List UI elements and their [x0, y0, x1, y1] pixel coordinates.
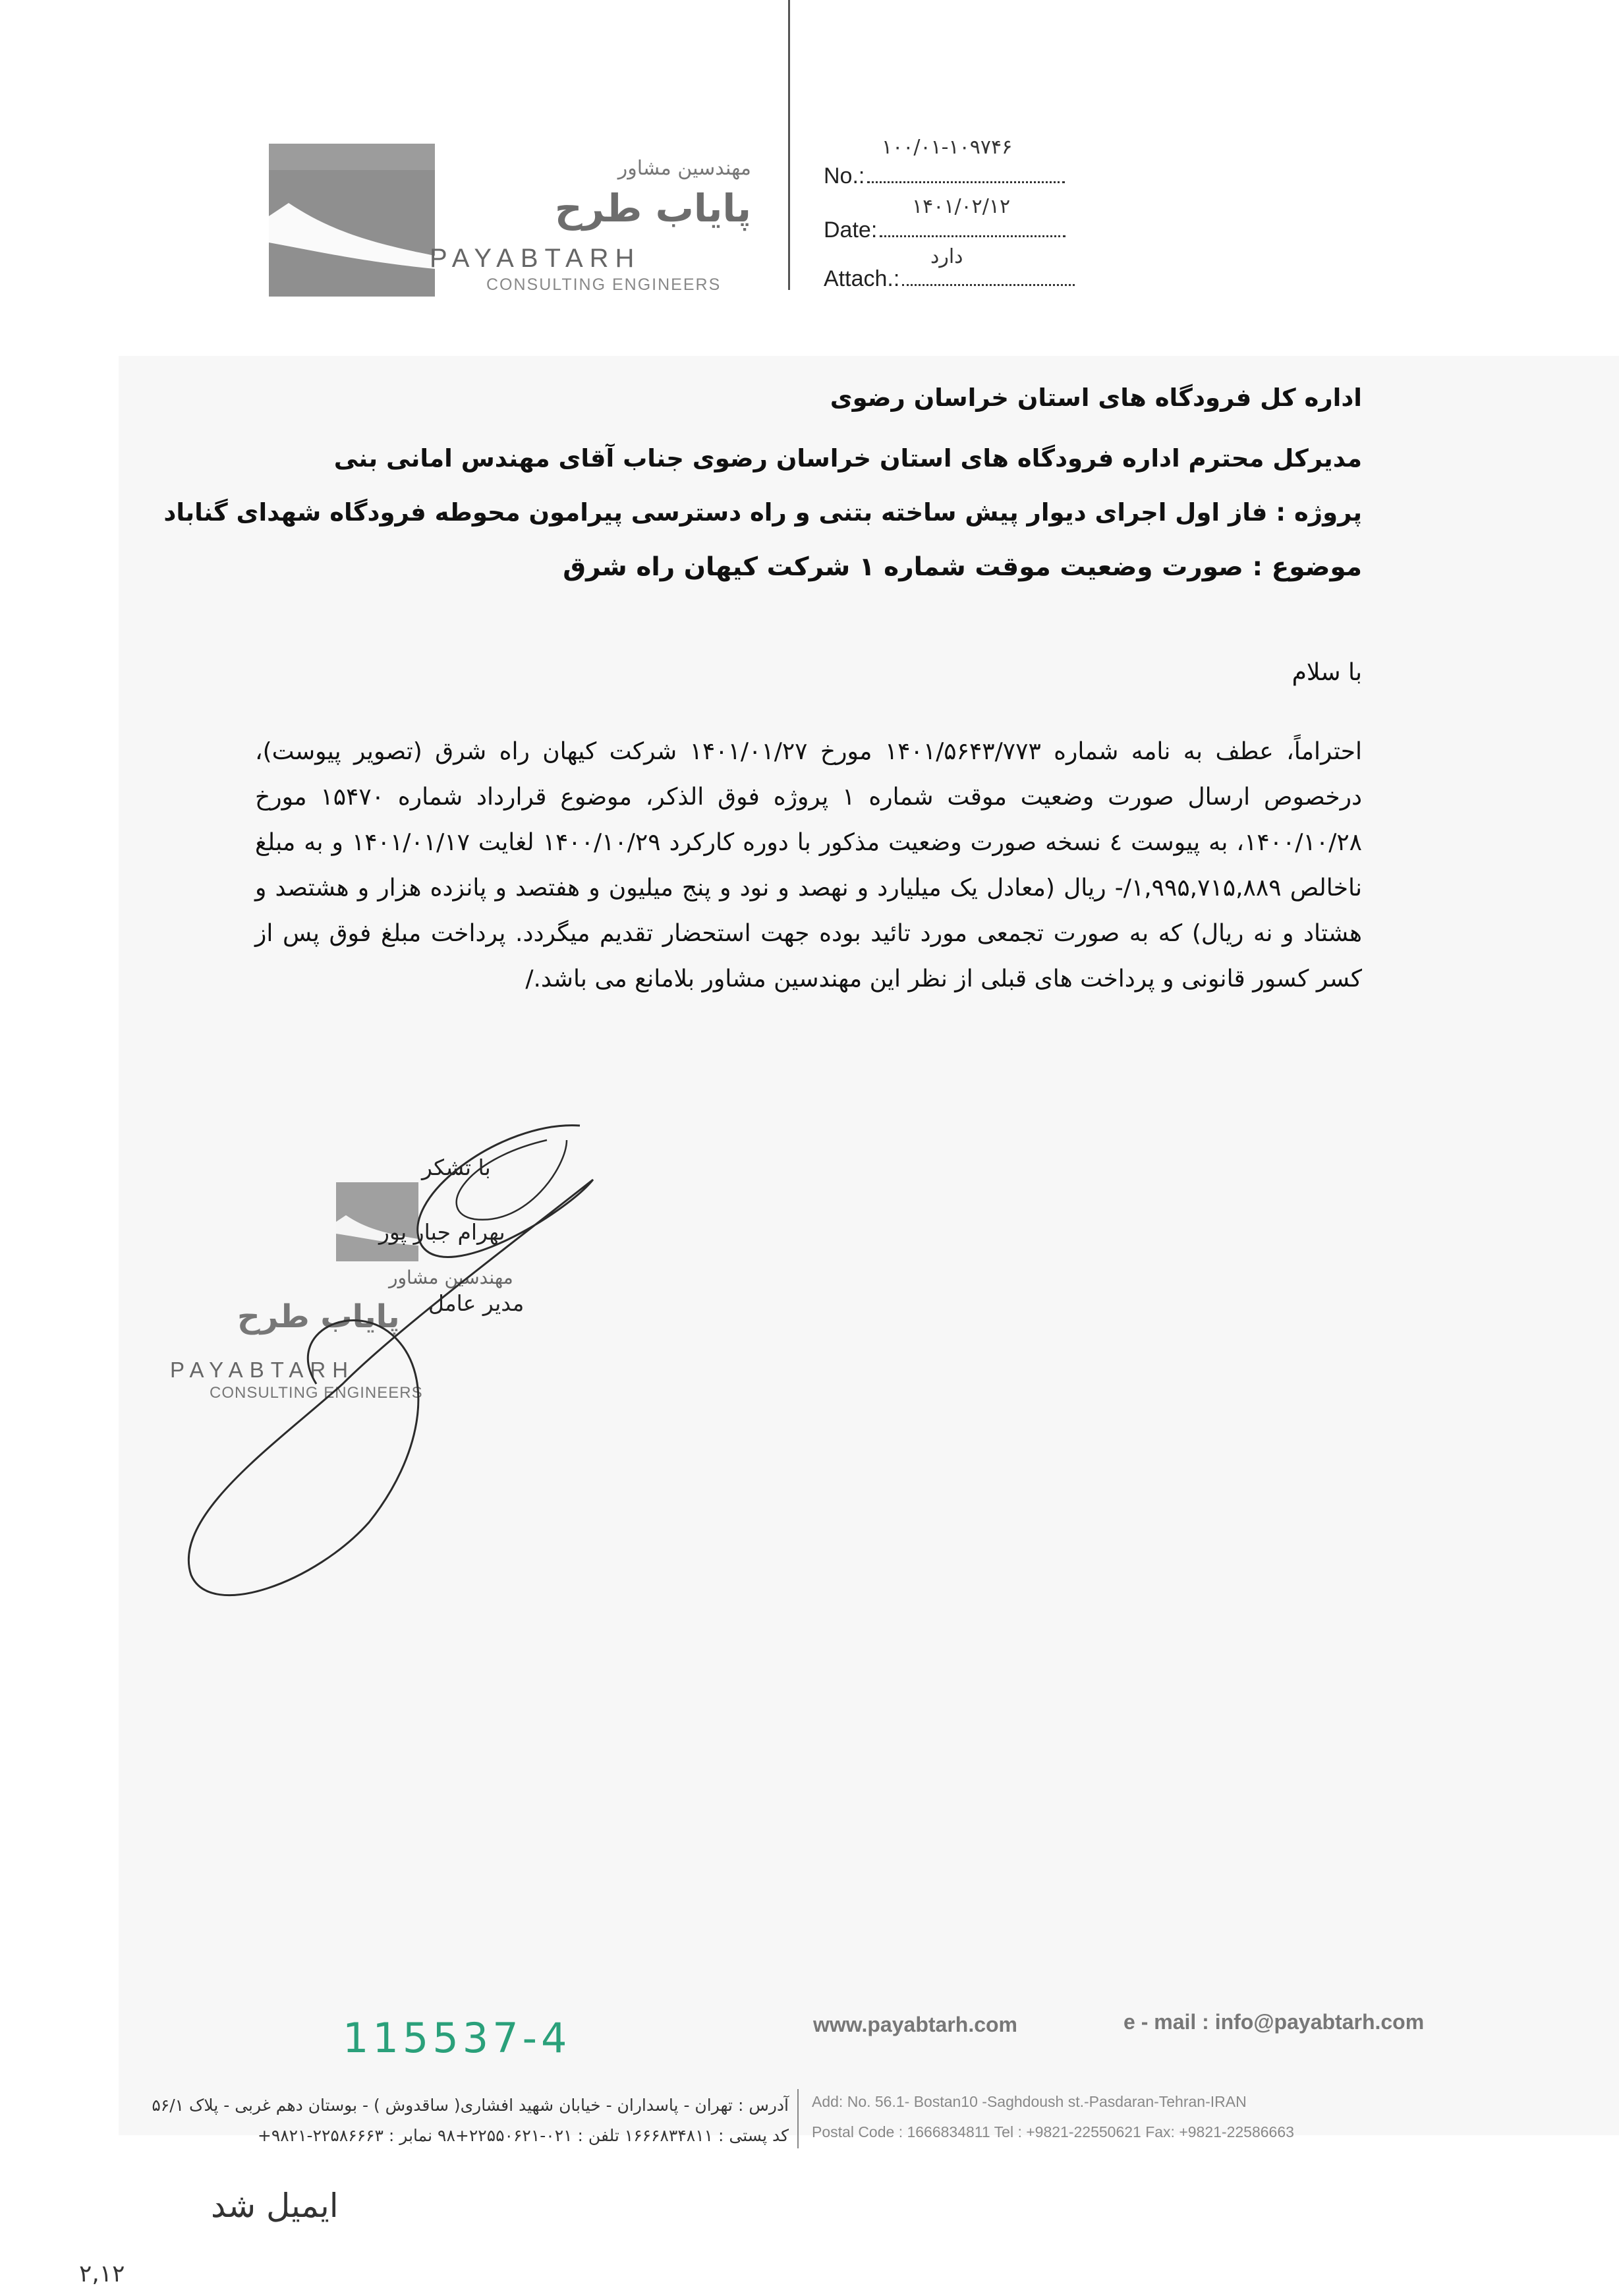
signatory-name: بهرام جبار پور [379, 1219, 505, 1245]
footer-contact-en: Postal Code : 1666834811 Tel : +9821-22550621 Fax: +9821-22586663 [812, 2123, 1294, 2140]
footer-divider [797, 2089, 799, 2148]
project-line: پروژه : فاز اول اجرای دیوار پیش ساخته بتنی و راه دسترسی پیرامون محوطه فرودگاه شهدای گناباد [163, 498, 1362, 527]
addressee-person: مدیرکل محترم اداره فرودگاه های استان خراسان رضوی جناب آقای مهندس امانی بنی [333, 444, 1362, 473]
footer-contact-fa: کد پستی : ۱۶۶۶۸۳۴۸۱۱ تلفن : ۰۲۱-۲۲۵۵۰۶۲۱+۹۸ نمابر : ۲۲۵۸۶۶۶۳-۹۸۲۱+ [257, 2126, 789, 2145]
footer-address-fa: آدرس : تهران - پاسداران - خیابان شهید افشاری( ساقدوش ) - بوستان دهم غربی - پلاک ۵۶/۱ [152, 2096, 789, 2115]
brand-name-en: PAYABTARH [430, 244, 641, 273]
brand-name-fa: پایاب طرح [554, 186, 751, 231]
registration-number: 115537-4 [343, 2014, 571, 2062]
handwritten-note: ایمیل شد [211, 2187, 339, 2225]
page-number: ۲,۱۲ [79, 2260, 125, 2287]
letter-number-label: No.: [824, 163, 865, 188]
stamp-subtitle-en: CONSULTING ENGINEERS [210, 1384, 423, 1402]
brand-subtitle-en: CONSULTING ENGINEERS [486, 275, 722, 294]
stamp-name-fa: پایاب طرح [237, 1298, 400, 1335]
subject-line: موضوع : صورت وضعیت موقت شماره ۱ شرکت کیهان راه شرق [563, 552, 1362, 582]
letter-body: احتراماً، عطف به نامه شماره ۱۴۰۱/۵۶۴۳/۷۷۳ مورخ ۱۴۰۱/۰۱/۲۷ شرکت کیهان راه شرق (تصویر پیوست)، درخصوص ارسال صورت وضعیت موقت شماره ۱ پروژه فوق الذکر، موضوع قرارداد شماره ۱۵۴۷۰ مورخ ۱۴۰۰/۱۰/۲۸، به پیوست ٤ نسخه صورت وضعیت مذکور با دوره کارکرد ۱۴۰۰/۱۰/۲۹ لغایت ۱۴۰۱/۰۱/۱۷ و به مبلغ ناخالص ۱,۹۹۵,۷۱۵,۸۸۹/- ریال (معادل یک میلیارد و نهصد و نود و پنج میلیون و هفتصد و پانزده هزار و هشتصد و هشتاد و نه ریال) که به صورت تجمعی مورد تائید بوده جهت استحضار تقدیم میگردد. پرداخت مبلغ فوق پس از کسر کسور قانونی و پرداخت های قبلی از نظر این مهندسین مشاور بلامانع می باشد./ [255, 738, 1363, 992]
attachment-value: دارد [930, 245, 963, 268]
letter-number-value: ۱۰۰/۰۱-۱۰۹۷۴۶ [882, 136, 1013, 159]
stamp-name-en: PAYABTARH [170, 1358, 355, 1382]
letter-date-label: Date: [824, 217, 878, 243]
footer-website: www.payabtarh.com [813, 2013, 1017, 2036]
addressee-organization: اداره کل فرودگاه های استان خراسان رضوی [830, 384, 1362, 412]
footer-address-en: Add: No. 56.1- Bostan10 -Saghdoush st.-Pasdaran-Tehran-IRAN [812, 2093, 1247, 2110]
brand-subtitle-fa: مهندسین مشاور [617, 157, 751, 180]
attachment-label: Attach.: [824, 266, 900, 291]
letter-date-value: ۱۴۰۱/۰۲/۱۲ [912, 195, 1011, 218]
salutation: با سلام [1292, 659, 1362, 686]
footer-email: e - mail : info@payabtarh.com [1123, 2010, 1425, 2034]
signatory-title: مدیر عامل [428, 1290, 525, 1316]
signature-closing: با تشکر [422, 1155, 491, 1180]
stamp-subtitle-fa: مهندسین مشاور [389, 1267, 513, 1288]
